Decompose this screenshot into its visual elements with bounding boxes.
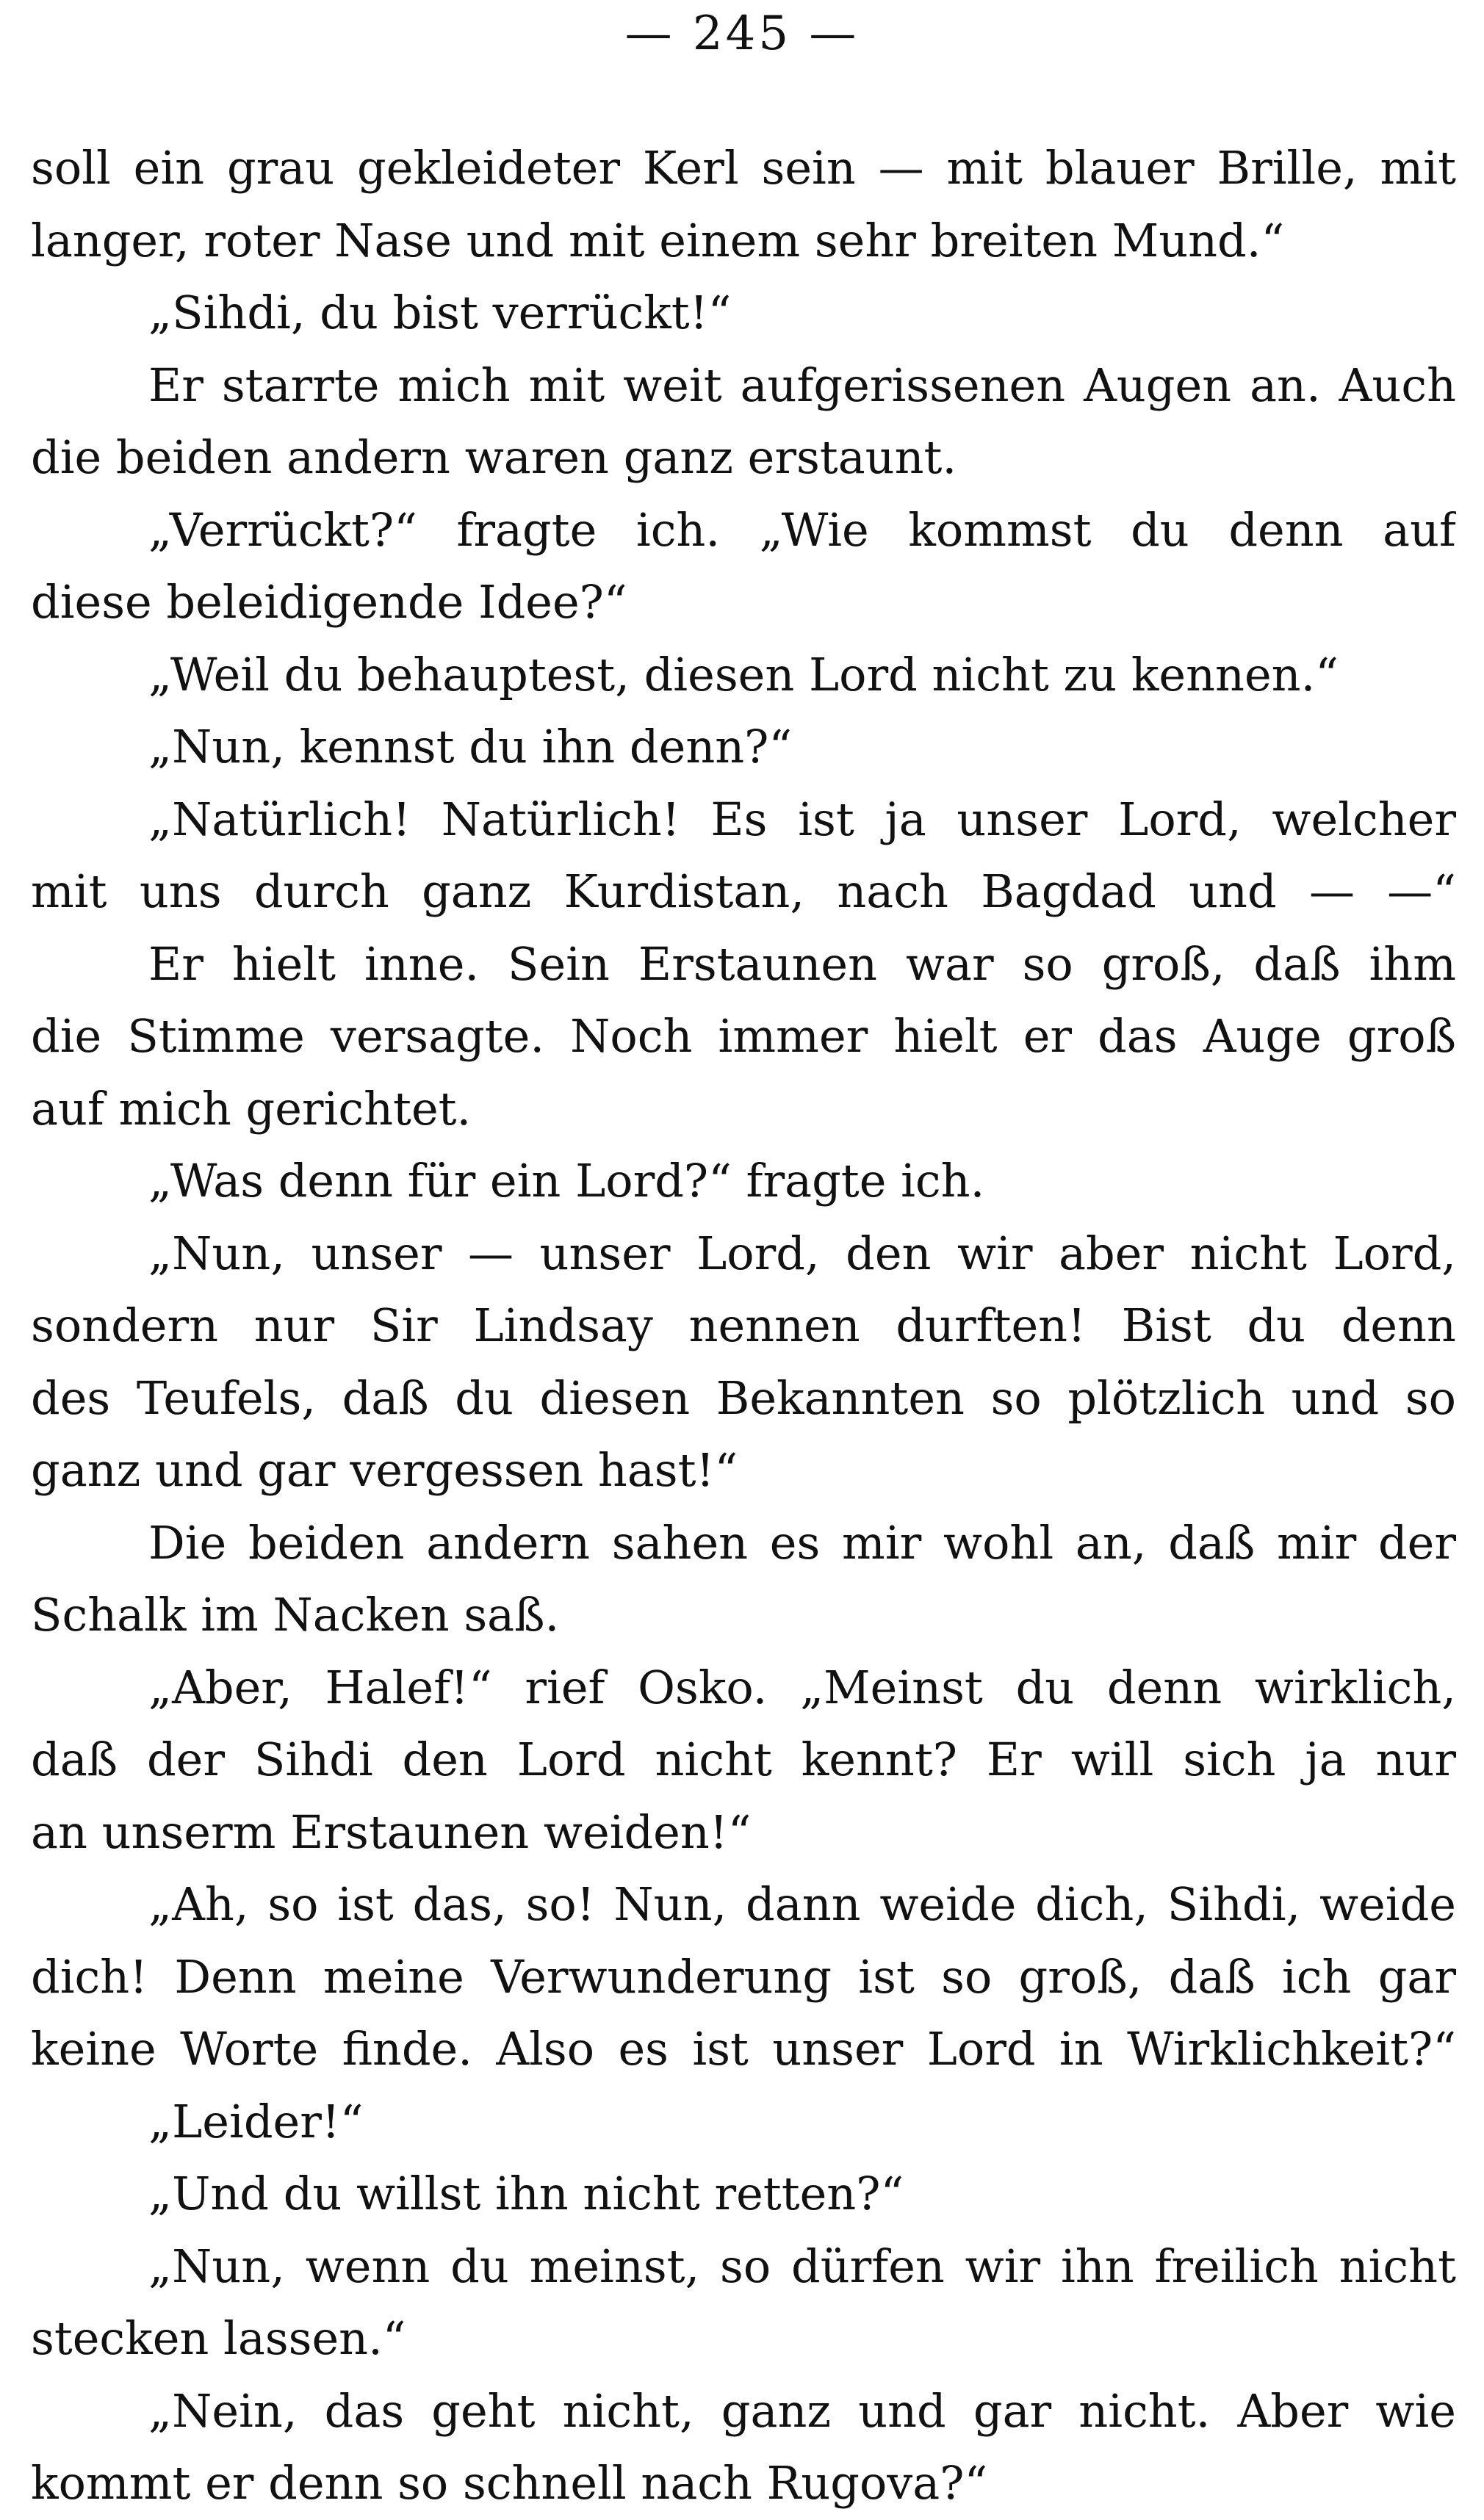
text-line: „Sihdi, du bist verrückt!“ xyxy=(148,286,732,339)
text-line: „Verrückt?“ fragte ich. „Wie kommst du denn auf xyxy=(148,502,1456,557)
text-line: mit uns durch ganz Kurdistan, nach Bagdad und — —“ xyxy=(31,864,1456,918)
text-line: „Weil du behauptest, diesen Lord nicht zu kennen.“ xyxy=(148,647,1339,701)
text-line: langer, roter Nase und mit einem sehr breiten Mund.“ xyxy=(31,213,1285,267)
text-line: „Aber, Halef!“ rief Osko. „Meinst du denn wirklich, xyxy=(148,1660,1456,1714)
body-text xyxy=(31,132,1456,2520)
text-line: „Leider!“ xyxy=(148,2094,364,2148)
text-line: daß der Sihdi den Lord nicht kennt? Er will sich ja nur xyxy=(31,1733,1456,1786)
text-line: die beiden andern waren ganz erstaunt. xyxy=(31,430,957,484)
text-line: diese beleidigende Idee?“ xyxy=(31,575,627,629)
text-line: „Nun, wenn du meinst, so dürfen wir ihn freilich nicht xyxy=(148,2239,1456,2293)
text-line: ganz und gar vergessen hast!“ xyxy=(31,1443,738,1497)
text-line: soll ein grau gekleideter Kerl sein — mit blauer Brille, mit xyxy=(31,141,1456,195)
text-line: stecken lassen.“ xyxy=(31,2311,406,2365)
text-line: die Stimme versagte. Noch immer hielt er das Auge groß xyxy=(31,1009,1456,1063)
text-line: an unserm Erstaunen weiden!“ xyxy=(31,1805,752,1859)
text-line: „Ah, so ist das, so! Nun, dann weide dich, Sihdi, weide xyxy=(148,1877,1456,1931)
text-line: kommt er denn so schnell nach Rugova?“ xyxy=(31,2456,988,2510)
text-line: Er starrte mich mit weit aufgerissenen Augen an. Auch xyxy=(148,358,1456,412)
text-line: „Nun, kennst du ihn denn?“ xyxy=(148,720,793,773)
text-line: auf mich gerichtet. xyxy=(31,1081,472,1136)
text-line: sondern nur Sir Lindsay nennen durften! Bist du denn xyxy=(31,1299,1456,1352)
text-line: Die beiden andern sahen es mir wohl an, daß mir der xyxy=(148,1515,1456,1570)
text-line: „Nein, das geht nicht, ganz und gar nicht. Aber wie xyxy=(148,2383,1456,2438)
text-line: keine Worte finde. Also es ist unser Lord in Wirklichkeit?“ xyxy=(31,2022,1456,2076)
text-line: Er hielt inne. Sein Erstaunen war so groß, daß ihm xyxy=(148,936,1456,991)
text-line: „Und du willst ihn nicht retten?“ xyxy=(148,2167,904,2220)
text-line: dich! Denn meine Verwunderung ist so groß, daß ich gar xyxy=(31,1949,1456,2004)
page-number-header: — 245 — xyxy=(624,7,860,61)
text-line: „Nun, unser — unser Lord, den wir aber nicht Lord, xyxy=(148,1226,1456,1280)
text-line: „Was denn für ein Lord?“ fragte ich. xyxy=(148,1154,985,1207)
text-line: Schalk im Nacken saß. xyxy=(31,1588,560,1642)
text-line: des Teufels, daß du diesen Bekannten so plötzlich und so xyxy=(31,1371,1456,1425)
text-line: „Natürlich! Natürlich! Es ist ja unser Lord, welcher xyxy=(148,792,1456,846)
